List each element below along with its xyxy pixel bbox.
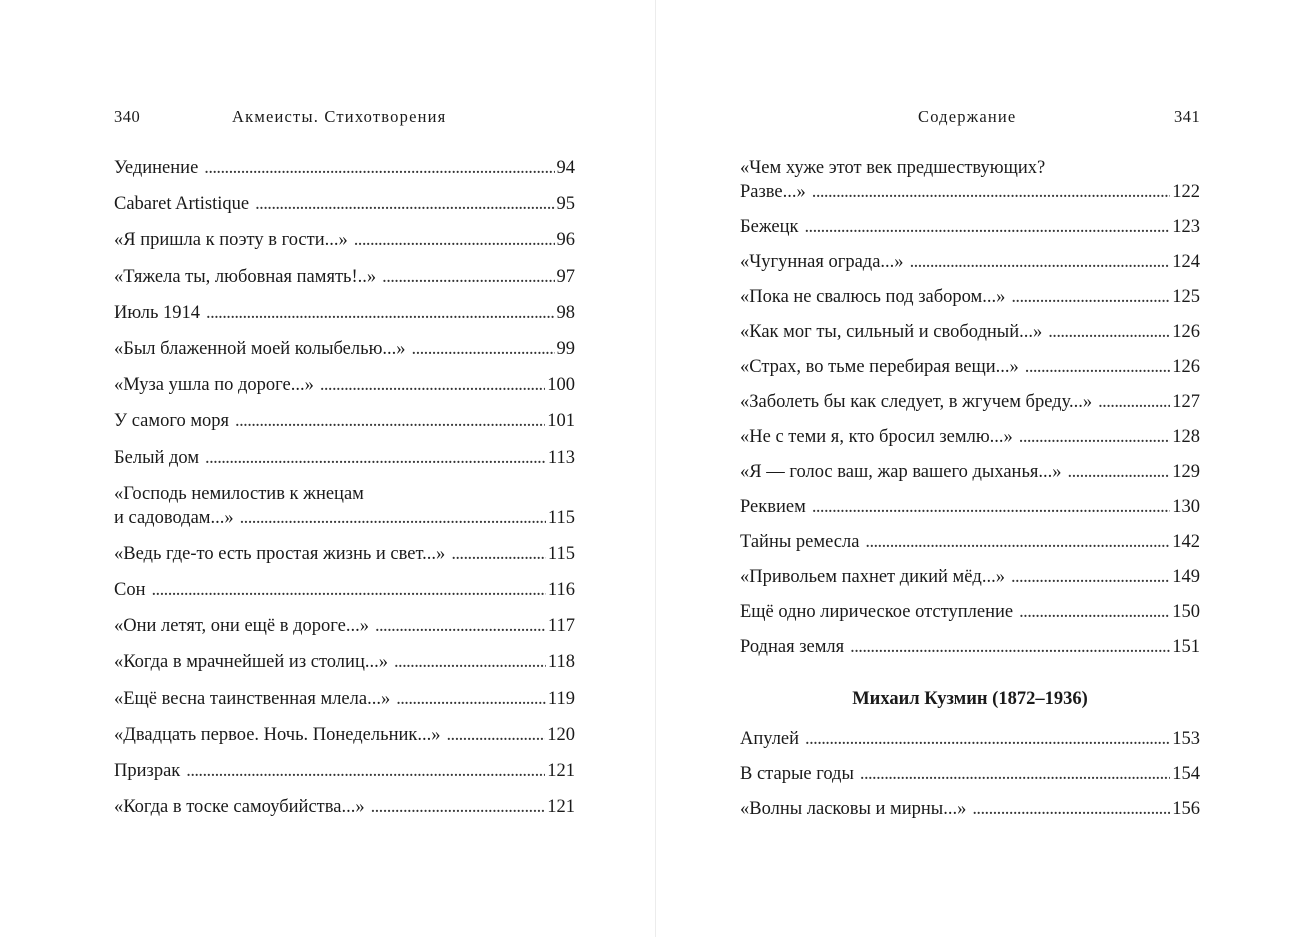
toc-entry-page: 99 (556, 338, 575, 359)
dot-leader (446, 723, 545, 747)
toc-entry-row (740, 762, 1200, 786)
dot-leader (240, 506, 546, 530)
toc-entry (740, 250, 1200, 274)
toc-entry-page: 153 (1172, 729, 1200, 749)
toc-entry-title: «Ещё весна таинственная млела...» (114, 688, 391, 709)
toc-entry-row (740, 565, 1200, 589)
toc-entry-title: «Волны ласковы и мирны...» (740, 799, 967, 819)
dot-leader (1019, 425, 1170, 449)
toc-entry-title: «Я пришла к поэту в гости...» (114, 230, 348, 251)
toc-entry-title: «Привольем пахнет дикий мёд...» (740, 567, 1005, 587)
toc-entry-title: У самого моря (114, 411, 230, 432)
dot-leader (805, 727, 1170, 751)
toc-entry-page: 130 (1172, 497, 1200, 517)
dot-leader (382, 265, 554, 289)
toc-entry-row (740, 320, 1200, 344)
section-heading: Михаил Кузмин (1872–1936) (852, 689, 1088, 709)
toc-entry-row (114, 192, 575, 216)
toc-entry-row (114, 759, 575, 783)
toc-entry-row (740, 355, 1200, 379)
toc-entry-row (114, 723, 575, 747)
toc-entry-row (114, 578, 575, 602)
dot-leader (396, 687, 546, 711)
dot-leader (320, 373, 545, 397)
dot-leader (152, 578, 546, 602)
toc-entry (740, 600, 1200, 624)
toc-entry (114, 301, 575, 325)
toc-entry-title: «Двадцать первое. Ночь. Понедельник...» (114, 724, 441, 745)
toc-entry-row (114, 373, 575, 397)
dot-leader (371, 795, 546, 819)
toc-entry-page: 156 (1172, 799, 1200, 819)
toc-entry-row (114, 301, 575, 325)
toc-entry-row (114, 795, 575, 819)
toc-entry-page: 121 (547, 797, 575, 818)
toc-entry-title: Апулей (740, 729, 800, 749)
dot-leader (1068, 460, 1171, 484)
toc-entry (740, 762, 1200, 786)
toc-entry (114, 156, 575, 180)
toc-entry-row (114, 542, 575, 566)
dot-leader (865, 530, 1170, 554)
toc-entry (114, 265, 575, 289)
dot-leader (375, 614, 546, 638)
toc-entry-title: Бежецк (740, 217, 799, 237)
toc-entry-title-line: «Господь немилостив к жнецам (114, 483, 364, 504)
dot-leader (255, 192, 554, 216)
left-page (0, 0, 655, 937)
dot-leader (451, 542, 546, 566)
dot-leader (812, 495, 1170, 519)
toc-entry-page: 142 (1172, 532, 1200, 552)
dot-leader (205, 446, 546, 470)
toc-entry-title: Cabaret Artistique (114, 194, 250, 215)
toc-entry-row (740, 797, 1200, 821)
toc-entry-page: 123 (1172, 217, 1200, 237)
toc-entry-title: «Когда в мрачнейшей из столиц...» (114, 652, 388, 673)
toc-entry-page: 128 (1172, 427, 1200, 447)
running-title: Акмеисты. Стихотворения (232, 107, 447, 126)
toc-entry-page: 122 (1172, 182, 1200, 202)
toc-entry-page: 126 (1172, 357, 1200, 377)
dot-leader (1098, 390, 1170, 414)
toc-entry (740, 285, 1200, 309)
toc-entry-title: Призрак (114, 761, 181, 781)
dot-leader (850, 635, 1170, 659)
dot-leader (235, 409, 545, 433)
dot-leader (804, 215, 1170, 239)
toc-entry-page: 127 (1172, 392, 1200, 412)
running-head (656, 107, 1314, 129)
toc-entry (114, 614, 575, 638)
toc-entry (740, 495, 1200, 519)
toc-entry (740, 727, 1200, 751)
toc-entry-title: Ещё одно лирическое отступление (740, 602, 1014, 622)
toc-entry (114, 542, 575, 566)
toc-entry-page: 117 (547, 616, 575, 637)
toc-entry-row (740, 250, 1200, 274)
toc-entry-row (114, 506, 575, 530)
toc-entry (114, 482, 575, 530)
toc-entry (114, 687, 575, 711)
toc-entry (740, 320, 1200, 344)
toc-entry-row (740, 285, 1200, 309)
toc-entry-page: 98 (556, 302, 575, 323)
toc-entry-title: «Когда в тоске самоубийства...» (114, 797, 365, 818)
toc-entry (114, 228, 575, 252)
toc-entry (740, 460, 1200, 484)
toc-entry (740, 797, 1200, 821)
toc-entry-row (114, 446, 575, 470)
page-number: 341 (1174, 107, 1201, 126)
dot-leader (1011, 285, 1170, 309)
toc-entry (740, 355, 1200, 379)
dot-leader (1025, 355, 1170, 379)
toc-entry-page: 120 (547, 724, 575, 745)
toc-entry (114, 446, 575, 470)
toc-entry-page: 119 (547, 688, 575, 709)
toc-entry-title: Июль 1914 (114, 302, 201, 323)
toc-entry-title: «Был блаженной моей колыбелью...» (114, 338, 406, 359)
toc-entry-page: 121 (547, 761, 575, 781)
dot-leader (354, 228, 555, 252)
running-head (0, 107, 655, 129)
toc-entry-row (740, 635, 1200, 659)
toc-entry-page: 124 (1172, 252, 1200, 272)
toc-entry-row (740, 460, 1200, 484)
toc-entry-title: «Не с теми я, кто бросил землю...» (740, 427, 1013, 447)
toc-entry-row (114, 614, 575, 638)
toc-entry-page: 95 (556, 194, 575, 215)
toc-entry-row (740, 727, 1200, 751)
toc-entry-row (740, 530, 1200, 554)
toc-entry-page: 116 (547, 580, 575, 601)
toc-entry-row (114, 265, 575, 289)
toc-entry-row (114, 337, 575, 361)
dot-leader (1019, 600, 1170, 624)
toc-entry-page: 94 (556, 158, 575, 178)
toc-entry (114, 759, 575, 783)
toc-entry (114, 373, 575, 397)
toc-list-section (740, 727, 1200, 832)
toc-entry (740, 530, 1200, 554)
toc-entry-title: «Чугунная ограда...» (740, 252, 904, 272)
dot-leader (394, 650, 546, 674)
toc-entry-page: 118 (547, 652, 575, 673)
dot-leader (186, 759, 545, 783)
toc-entry-row (114, 228, 575, 252)
toc-entry-title: и садоводам...» (114, 507, 234, 528)
toc-entry-page: 97 (556, 266, 575, 287)
dot-leader (1048, 320, 1170, 344)
toc-entry-title: «Заболеть бы как следует, в жгучем бреду...» (740, 392, 1093, 412)
toc-entry-row (114, 409, 575, 433)
toc-entry-title: «Тяжела ты, любовная память!..» (114, 266, 377, 287)
right-page (656, 0, 1314, 937)
toc-entry-page: 149 (1172, 567, 1200, 587)
dot-leader (860, 762, 1170, 786)
dot-leader (204, 156, 554, 180)
toc-entry (740, 390, 1200, 414)
dot-leader (910, 250, 1171, 274)
toc-entry-title-line: «Чем хуже этот век предшествующих? (740, 158, 1046, 178)
toc-entry (740, 156, 1200, 204)
toc-entry-row (740, 215, 1200, 239)
page-number: 340 (114, 107, 141, 126)
toc-entry (114, 409, 575, 433)
toc-entry-title: Тайны ремесла (740, 532, 860, 552)
dot-leader (1011, 565, 1170, 589)
toc-entry-row (114, 687, 575, 711)
toc-entry-title: «Пока не свалюсь под забором...» (740, 287, 1006, 307)
toc-entry-title: «Я — голос ваш, жар вашего дыханья...» (740, 462, 1062, 482)
toc-entry-title: В старые годы (740, 764, 854, 784)
toc-entry-row (740, 495, 1200, 519)
dot-leader (972, 797, 1170, 821)
toc-entry (740, 565, 1200, 589)
toc-entry-title: «Ведь где-то есть простая жизнь и свет...» (114, 543, 446, 564)
toc-entry (740, 215, 1200, 239)
toc-entry (114, 650, 575, 674)
toc-entry (114, 337, 575, 361)
toc-entry-page: 100 (547, 375, 575, 396)
toc-entry-row (740, 600, 1200, 624)
toc-entry-title: Сон (114, 580, 146, 601)
toc-list (740, 156, 1200, 670)
toc-entry-row (114, 650, 575, 674)
toc-entry-page: 126 (1172, 322, 1200, 342)
toc-entry-title: Белый дом (114, 447, 200, 468)
toc-entry-row (114, 156, 575, 180)
toc-entry-page: 125 (1172, 287, 1200, 307)
toc-list (114, 156, 575, 831)
toc-entry (114, 723, 575, 747)
running-title: Содержание (918, 107, 1017, 126)
toc-entry-title: Уединение (114, 158, 199, 178)
dot-leader (812, 180, 1170, 204)
toc-entry (740, 425, 1200, 449)
toc-entry-title: Реквием (740, 497, 806, 517)
toc-entry-title: «Они летят, они ещё в дороге...» (114, 616, 369, 637)
toc-entry-row (740, 390, 1200, 414)
toc-entry (114, 795, 575, 819)
toc-entry (114, 578, 575, 602)
toc-entry-page: 101 (547, 411, 575, 432)
toc-entry-page: 115 (547, 507, 575, 528)
toc-entry-title: «Как мог ты, сильный и свободный...» (740, 322, 1043, 342)
toc-entry-title: «Муза ушла по дороге...» (114, 375, 314, 396)
toc-entry-page: 154 (1172, 764, 1200, 784)
toc-entry-title: Разве...» (740, 182, 806, 202)
dot-leader (206, 301, 554, 325)
toc-entry-row (740, 180, 1200, 204)
toc-entry-title: Родная земля (740, 637, 845, 657)
toc-entry-page: 151 (1172, 637, 1200, 657)
toc-entry-row (740, 425, 1200, 449)
toc-entry-page: 150 (1172, 602, 1200, 622)
toc-entry (114, 192, 575, 216)
toc-entry-page: 129 (1172, 462, 1200, 482)
toc-entry-page: 115 (547, 543, 575, 564)
toc-entry-title: «Страх, во тьме перебирая вещи...» (740, 357, 1019, 377)
toc-entry (740, 635, 1200, 659)
toc-entry-page: 96 (556, 230, 575, 251)
toc-entry-page: 113 (547, 447, 575, 468)
dot-leader (412, 337, 555, 361)
